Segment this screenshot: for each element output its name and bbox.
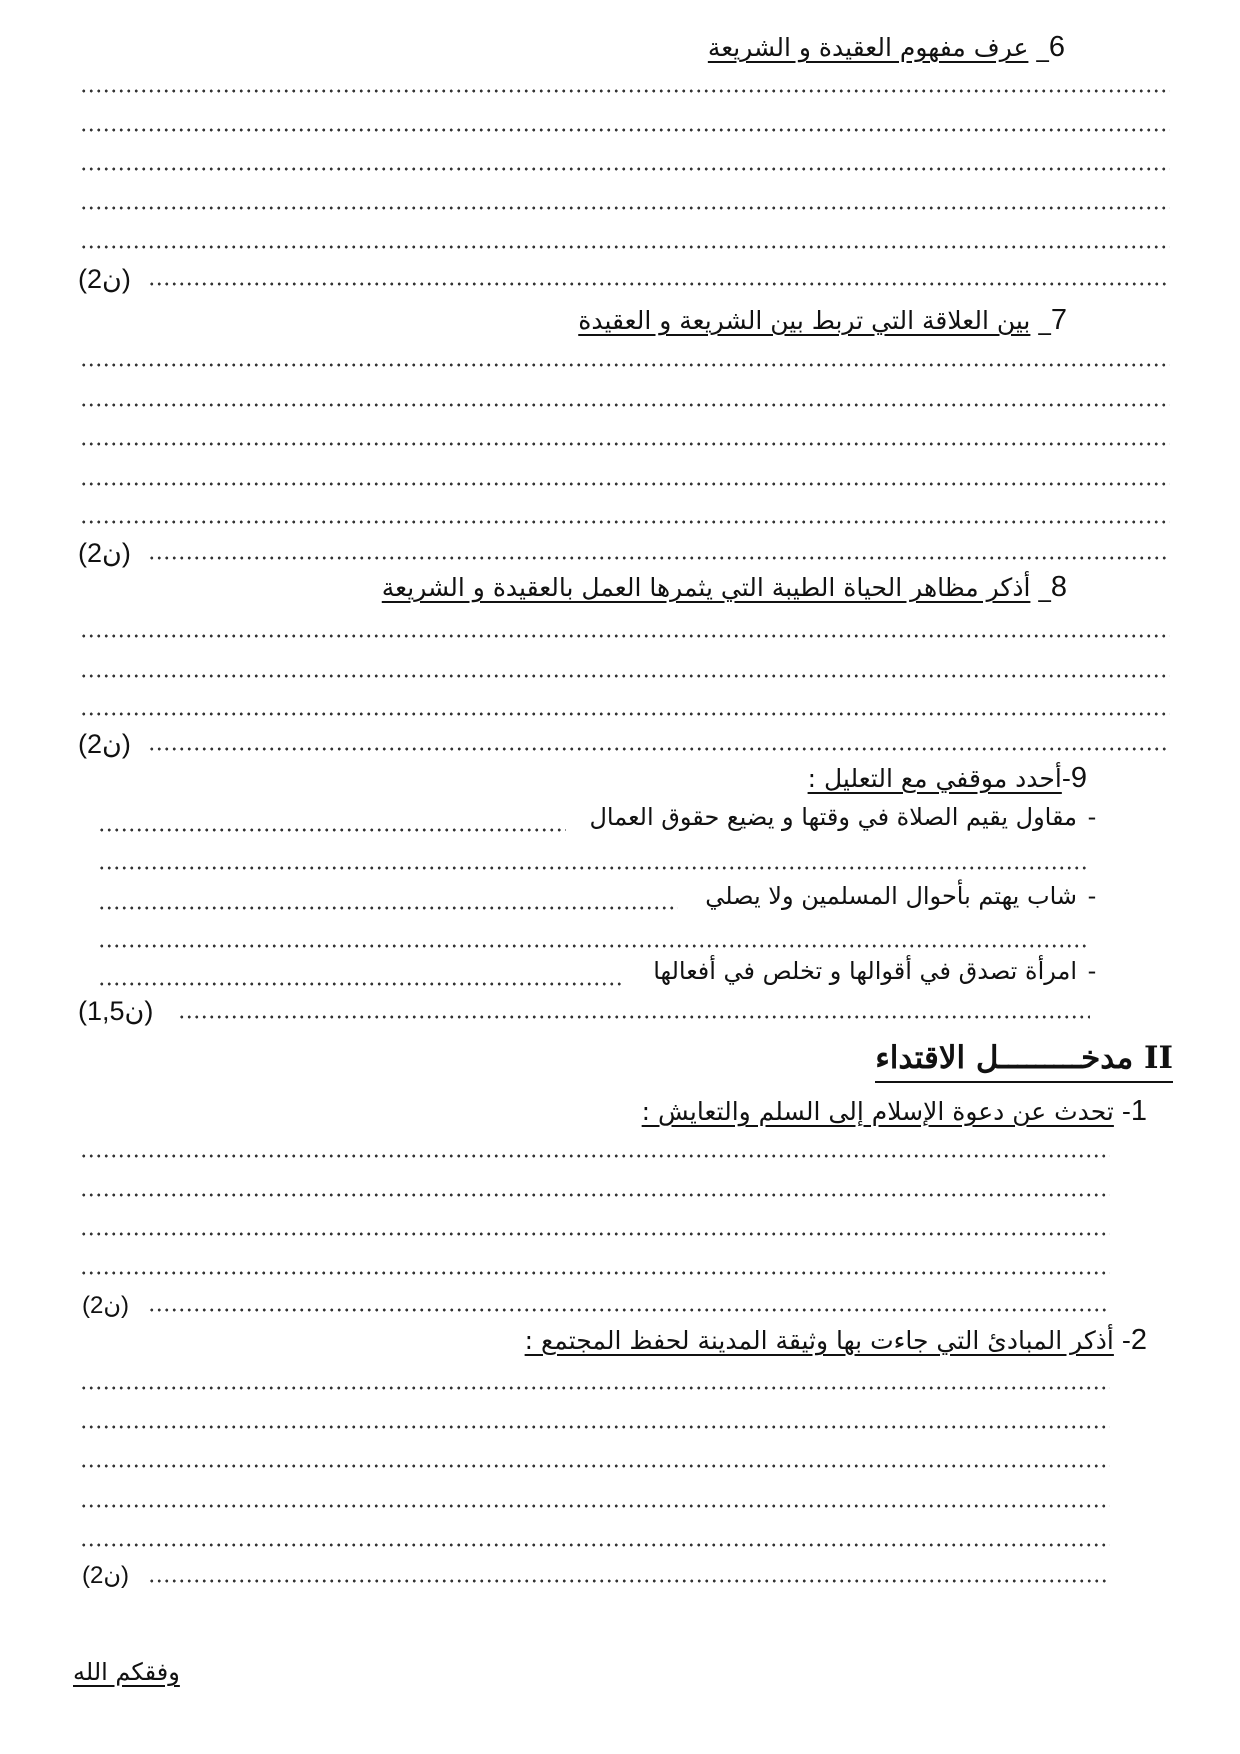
answer-line[interactable] [80,362,1170,368]
case-text: مقاول يقيم الصلاة في وقتها و يضيع حقوق العمال [589,803,1077,831]
question-6 [708,30,1065,65]
closing-wish: وفقكم الله [73,1658,180,1686]
question-text: عرف مفهوم العقيدة و الشريعة [707,33,1029,62]
case-item [705,882,1107,911]
question-text: تحدث عن دعوة الإسلام إلى السلم والتعايش : [641,1097,1114,1126]
question-text: أحدد موقفي مع التعليل : [807,764,1062,793]
question-text: أذكر مظاهر الحياة الطيبة التي يثمرها العمل بالعقيدة و الشريعة [381,573,1031,602]
question-9 [808,761,1087,796]
question-separator: _ [1030,573,1051,602]
answer-line[interactable] [80,166,1170,172]
answer-line[interactable] [80,481,1170,487]
answer-line[interactable] [80,1231,1110,1237]
section-numeral: II [1143,1040,1173,1076]
answer-line[interactable] [80,673,1170,679]
answer-line[interactable] [80,1542,1110,1548]
section-title [875,1040,1173,1083]
case-text: امرأة تصدق في أقوالها و تخلص في أفعالها [653,957,1077,985]
question-marks: (2ن) [82,1562,129,1589]
bullet-dash: - [1087,957,1097,985]
question-marks: (2ن) [78,729,131,759]
question-separator: - [1113,1097,1131,1126]
question-number: 2 [1130,1324,1147,1356]
answer-line[interactable] [80,441,1170,447]
answer-line[interactable] [80,127,1170,133]
answer-line[interactable] [80,1503,1110,1509]
answer-line[interactable] [178,1014,1090,1020]
answer-line[interactable] [80,711,1170,717]
answer-line[interactable] [80,1385,1110,1391]
question-number: 6 [1048,31,1065,63]
answer-line[interactable] [98,905,678,911]
section-title-text: مدخـــــــــل الاقتداء [875,1040,1134,1076]
answer-line[interactable] [80,1192,1110,1198]
answer-line[interactable] [148,281,1170,287]
question-marks: (1,5ن) [78,996,154,1026]
answer-line[interactable] [148,555,1170,561]
question-separator: _ [1028,33,1049,62]
answer-line[interactable] [98,865,1090,871]
question-number: 1 [1130,1095,1147,1127]
question-ii-1 [642,1094,1147,1129]
question-separator: - [1113,1326,1131,1355]
answer-line[interactable] [80,1424,1110,1430]
answer-line[interactable] [98,827,566,833]
case-text: شاب يهتم بأحوال المسلمين ولا يصلي [705,882,1077,910]
question-text: أذكر المبادئ التي جاءت بها وثيقة المدينة لحفظ المجتمع : [524,1326,1114,1355]
question-marks: (2ن) [82,1292,129,1319]
case-item [589,803,1107,832]
answer-line[interactable] [80,519,1170,525]
answer-line[interactable] [148,1307,1110,1313]
answer-line[interactable] [80,633,1170,639]
question-separator: - [1061,764,1071,793]
answer-line[interactable] [148,746,1170,752]
question-number: 7 [1050,304,1067,336]
question-7 [578,303,1067,338]
bullet-dash: - [1087,882,1097,910]
question-number: 8 [1050,571,1067,603]
case-item [653,957,1107,986]
answer-line[interactable] [80,1153,1110,1159]
question-number: 9 [1070,762,1087,794]
question-ii-2 [525,1323,1147,1358]
answer-line[interactable] [80,402,1170,408]
bullet-dash: - [1087,803,1097,831]
question-8 [382,570,1067,605]
question-text: بين العلاقة التي تربط بين الشريعة و العقيدة [578,306,1031,335]
question-marks: (2ن) [78,538,131,568]
question-separator: _ [1030,306,1051,335]
answer-line[interactable] [98,943,1090,949]
answer-line[interactable] [80,1463,1110,1469]
answer-line[interactable] [98,981,623,987]
answer-line[interactable] [80,244,1170,250]
answer-line[interactable] [80,205,1170,211]
answer-line[interactable] [80,1270,1110,1276]
answer-line[interactable] [148,1578,1110,1584]
answer-line[interactable] [80,88,1170,94]
question-marks: (2ن) [78,264,131,294]
